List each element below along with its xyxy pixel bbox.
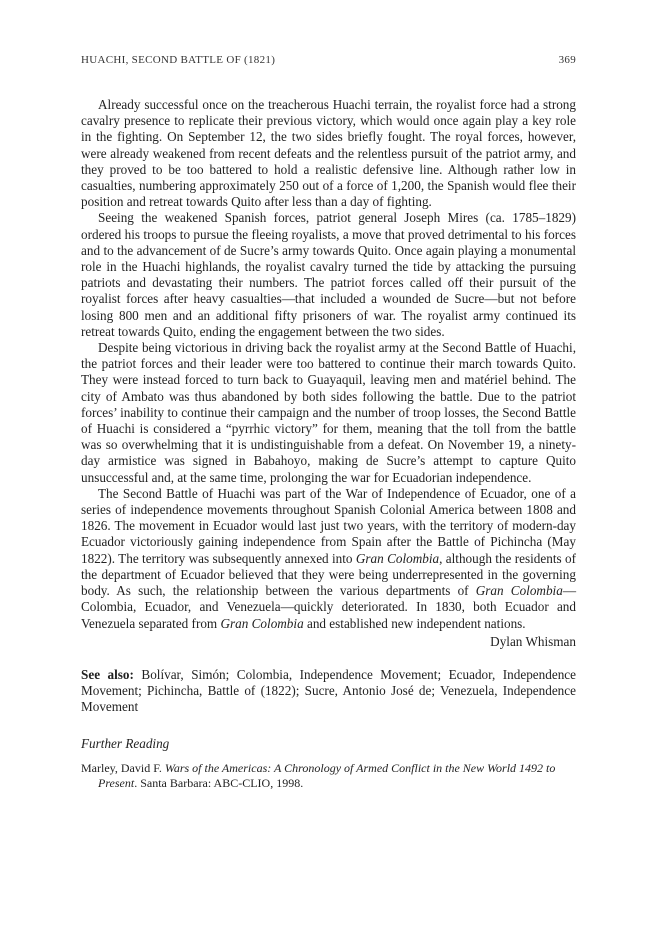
paragraph-4-part-c: —Colombia, Ecuador, and Venezuela—quickly deteriorated. In 1830, both Ecuador and Venezuela separated from <box>81 583 576 631</box>
paragraph-1: Already successful once on the treacherous Huachi terrain, the royalist force had a strong cavalry presence to replicate their previous victory, which would once again play a key role in the fighting. On September 12, the two sides briefly fought. The royal forces, however, were already weakened from recent defeats and the relentless pursuit of the patriot army, and they proved to be too battered to hold a realistic defensive line. Although rather low in casualties, numbering approximately 250 out of a force of 1,200, the Spanish would flee their position and retreat towards Quito after less than a day of fighting. <box>81 97 576 210</box>
paragraph-4-part-d: and established new independent nations. <box>303 615 526 631</box>
paragraph-3: Despite being victorious in driving back the royalist army at the Second Battle of Huachi, the patriot forces and their leader were too battered to continue their march towards Quito. They were instead forced to turn back to Guayaquil, leaving men and matériel behind. The city of Ambato was thus abandoned by both sides following the battle. Due to the patriot forces’ inability to continue their campaign and the number of troop losses, the Second Battle of Huachi is considered a “pyrrhic victory” for them, meaning that the toll from the battle was so overwhelming that it is undistinguishable from a defeat. On November 19, a ninety-day armistice was signed in Babahoyo, making de Sucre’s attempt to capture Quito unsuccessful and, at the same time, prolonging the war for Ecuadorian independence. <box>81 340 576 485</box>
gran-colombia-term: Gran Colombia <box>220 615 304 631</box>
author-signature: Dylan Whisman <box>490 633 576 649</box>
gran-colombia-term: Gran Colombia <box>475 583 563 599</box>
see-also-label: See also: <box>81 666 134 682</box>
paragraph-4-part-a: The Second Battle of Huachi was part of the War of Independence of Ecuador, one of a series of independence movements throughout Spanish Colonial America between 1808 and 1826. The movement in Ecuador would last just two years, with the territory of modern-day Ecuador victoriously gaining independence from Spain after the Battle of Pichincha (May 1822). The territory was subsequently annexed into <box>81 485 576 566</box>
reference-entry <box>81 761 576 791</box>
paragraph-4-part-b: , although the residents of the department of Ecuador believed that they were being underrepresented in the governing body. As such, the relationship between the various departments of <box>81 550 576 599</box>
see-also <box>81 667 576 716</box>
article-body <box>81 97 576 791</box>
gran-colombia-term: Gran Colombia <box>355 550 440 566</box>
page-number: 369 <box>558 54 576 66</box>
paragraph-2: Seeing the weakened Spanish forces, patriot general Joseph Mires (ca. 1785–1829) ordered his troops to pursue the fleeing royalists, a move that proved detrimental to his forces and to the advancement of de Sucre’s army towards Quito. Once again playing a monumental role in the Huachi highlands, the royalist cavalry turned the tide by attacking the pursuing patriots and devastating their numbers. The patriot forces called off their pursuit of the royalist forces after heavy casualties—that included a wounded de Sucre—but not before losing 800 men and an additional fifty prisoners of war. The royalist army continued its retreat towards Quito, ending the engagement between the two sides. <box>81 210 576 339</box>
further-reading-title: Further Reading <box>81 735 170 751</box>
running-title: HUACHI, SECOND BATTLE OF (1821) <box>81 54 276 66</box>
see-also-list: Bolívar, Simón; Colombia, Independence Movement; Ecuador, Independence Movement; Pichincha, Battle of (1822); Sucre, Antonio José de; Venezuela, Independence Movement <box>81 666 576 715</box>
paragraph-4 <box>81 486 576 632</box>
reference-publisher: . Santa Barbara: ABC-CLIO, 1998. <box>134 775 304 790</box>
running-header <box>81 54 576 66</box>
reference-title: Wars of the Americas: A Chronology of Armed Conflict in the New World 1492 to Present <box>98 760 556 790</box>
reference-author: Marley, David F. <box>81 760 165 775</box>
